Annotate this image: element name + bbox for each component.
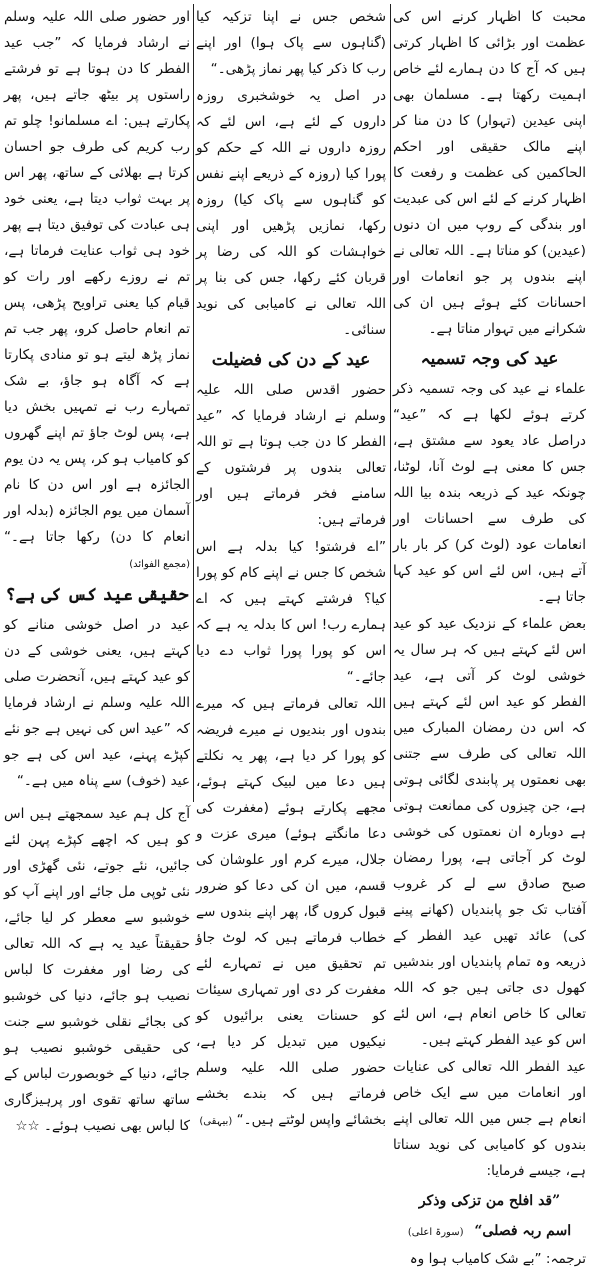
paragraph: عید در اصل خوشی منانے کو کہتے ہیں، یعنی خوشی کے دن کو عید کہتے ہیں، آنحضرت صلی اللہ علیہ وسلم نے ارشاد فرمایا کہ ”عید اس کی نہیں ہے جو نئے کپڑے پہنے، عید اس کی ہے جو عید (خوف) سے پناہ میں ہے۔“ bbox=[4, 617, 190, 789]
hadith-text: اور حضور صلی اللہ علیہ وسلم نے ارشاد فرمایا کہ ”جب عید الفطر کا دن ہوتا ہے تو فرشتے راستوں پر بیٹھ جاتے ہیں، پھر پکارتے ہیں: اے مسلمانو! چلو تم رب کریم کی طرف جو احسان کرتا ہے بھلائی کے ساتھ، پھر اس پر بہت ثواب دیتا ہے، یعنی خود ہی عبادت کی توفیق دیتا ہے پھر خود ہی ثواب عنایت فرماتا ہے، تم نے روزے رکھے اور رات کو قیام کیا یعنی تراویح پڑھی، پس تم انعام حاصل کرو، پھر جب تم نماز پڑھ لیتے ہو تو منادی پکارتا ہے کہ آگاہ ہو جاؤ، بے شک تمہارے رب نے تمہیں بخش دیا ہے، پس لوٹ جاؤ تم اپنے گھروں کو کامیاب ہو کر، پس یہ دن یوم الجائزہ ہے اور اس دن کا نام آسمان میں یوم الجائزہ (بدلہ اور انعام کا دن) رکھا جاتا ہے۔“ bbox=[4, 9, 190, 545]
column-divider bbox=[193, 4, 194, 802]
paragraph: شخص جس نے اپنا تزکیہ کیا (گناہوں سے پاک ہوا) اور اپنے رب کا ذکر کیا پھر نماز پڑھی۔“ bbox=[196, 9, 386, 77]
paragraph: در اصل یہ خوشخبری روزہ داروں کے لئے ہے، اس لئے کہ روزہ داروں نے اللہ کے حکم کو پورا کیا (روزہ کے ذریعے اپنے نفس کو گناہوں سے پاک کیا) روزہ رکھا، نمازیں پڑھیں اور اپنی خواہشات کو اللہ کی رضا پر قربان کئے رکھا، جس کی بنا پر اللہ تعالی نے کامیابی کی نوید سنائی۔ bbox=[196, 88, 386, 338]
paragraph: آج کل ہم عید سمجھتے ہیں اس کو ہیں کہ اچھے کپڑے پہن لئے جائیں، نئے جوتے، نئی گھڑی اور نئی ٹوپی مل جائے اور اپنے آپ کو خوشبو سے معطر کر لیا جائے، حقیقتاً عید یہ ہے کہ اللہ تعالی کی رضا اور مغفرت کا لباس نصیب ہو جائے، دنیا کی خوشبو کی بجائے نقلی خوشبو سے جنت کی حقیقی خوشبو نصیب ہو جائے، دنیا کے خوبصورت لباس کے ساتھ ساتھ تقوی اور پرہیزگاری کا لباس بھی نصیب ہوئے۔ ☆☆ bbox=[4, 806, 190, 1134]
column-middle bbox=[196, 4, 386, 1128]
section-heading: عید کے دن کی فضیلت bbox=[211, 350, 371, 370]
paragraph bbox=[196, 691, 386, 1135]
paragraph: محبت کا اظہار کرنے اس کی عظمت اور بڑائی کا اظہار کرتی ہیں کہ آج کا دن ہمارے لئے خاص اہمیت رکھتا ہے۔ مسلمان بھی اپنی عیدین (تہوار) کا دن منا کر اپنے مالک حقیقی اور احکم الحاکمین کی عظمت و رفعت کا اظہار کرنے کے لئے اس کی عبدیت اور بندگی کے روپ میں ان دنوں (عیدین) کو مناتا ہے۔ اللہ تعالی نے اپنے بندوں پر جو انعامات اور احسانات کئے ہوئے ہیں ان کی شکرانے میں تہوار مناتا ہے۔ bbox=[393, 9, 586, 337]
paragraph: حضور اقدس صلی اللہ علیہ وسلم نے ارشاد فرمایا کہ ”عید الفطر کا دن جب ہوتا ہے تو اللہ تعالی بندوں پر فرشتوں کے سامنے فخر فرماتے ہیں اور فرماتے ہیں: bbox=[196, 382, 386, 528]
hadith-text: اللہ تعالی فرماتے ہیں کہ میرے بندوں اور بندیوں نے میرے فریضہ کو پورا کر دیا ہے، پھر یہ نکلتے ہیں دعا میں لبیک کہتے ہوئے، مجھے پکارتے ہوئے (مغفرت کی دعا مانگتے ہوئے) میری عزت و جلال، میرے کرم اور علوشان کی قسم، میں ان کی دعا کو ضرور قبول کروں گا، پھر اپنے بندوں سے خطاب فرماتے ہیں کہ لوٹ جاؤ تم تحقیق میں نے تمہارے لئے مغفرت کر دی اور تمہاری سیئات کو حسنات یعنی برائیوں کو نیکیوں میں تبدیل کر دیا ہے، حضور صلی اللہ علیہ وسلم فرماتے ہیں کہ بندے بخشے بخشائے واپس لوٹتے ہیں۔“ bbox=[196, 696, 386, 1128]
paragraph: عید الفطر اللہ تعالی کی عنایات اور انعامات میں سے ایک خاص انعام ہے جس میں اللہ تعالی اپنے بندوں کو کامیابی کی نوید سناتا ہے، جیسے فرمایا: bbox=[393, 1059, 586, 1179]
column-right bbox=[393, 4, 586, 1267]
citation: (مجمع الفوائد) bbox=[129, 559, 190, 570]
quran-verse-text: اسم ربہ فصلی“ bbox=[474, 1223, 572, 1239]
translation-line: ترجمہ: ”بے شک کامیاب ہوا وہ bbox=[409, 1251, 586, 1267]
column-left bbox=[4, 4, 190, 1134]
paragraph bbox=[4, 4, 190, 578]
hadith-quote: ”اے فرشتو! کیا بدلہ ہے اس شخص کا جس نے اپنے کام کو پورا کیا؟ فرشتے کہتے ہیں کہ اے ہمارے رب! اس کا بدلہ یہ ہے کہ اس کو پورا پورا ثواب دے دیا جائے۔“ bbox=[196, 539, 386, 685]
paragraph: علماء نے عید کی وجہ تسمیہ ذکر کرتے ہوئے لکھا ہے کہ ”عید“ دراصل عاد یعود سے مشتق ہے، جس کا معنی ہے لوٹ آنا، لوٹنا، چونکہ عید کے ذریعہ بندہ بیا اللہ کی طرف سے احسانات اور انعامات عود (لوٹ کر) کر بار بار آتے ہیں، اس لئے اس کو عید کہا جاتا ہے۔ bbox=[393, 381, 586, 605]
quran-verse-line-1: ”قد افلح من تزکی وذکر bbox=[418, 1193, 561, 1209]
quran-verse-line-2 bbox=[393, 1218, 586, 1246]
citation: (بیہقی) bbox=[199, 1116, 233, 1127]
column-divider bbox=[390, 4, 391, 802]
section-heading: عید کی وجہ تسمیہ bbox=[420, 349, 559, 369]
surah-reference: (سورۃ اعلی) bbox=[407, 1227, 464, 1238]
paragraph: بعض علماء کے نزدیک عید کو عید اس لئے کہتے ہیں کہ ہر سال یہ خوشی لوٹ کر آتی ہے، عید الفطر کو عید اس لئے کہتے ہیں کہ اس دن رمضان المبارک میں اللہ تعالی کی طرف سے جتنی بھی نعمتوں پر پابندی لگائی ہوتی ہے، جن چیزوں کی ممانعت ہوتی ہے دوبارہ ان نعمتوں کی خوشی لوٹ کر آجاتی ہے، پورا رمضان صبح صادق سے لے کر غروب آفتاب تک جو پابندیاں (کھانے پینے کی) عائد تھیں عید الفطر کے ذریعہ وہ تمام پابندیاں اور بندشیں کھول دی جاتی ہیں جو کہ اللہ تعالی کا خاص انعام ہے، اس لئے اس کو عید الفطر کہتے ہیں۔ bbox=[393, 616, 586, 1048]
section-heading: حقیقی عید کس کی ہے؟ bbox=[5, 585, 189, 605]
